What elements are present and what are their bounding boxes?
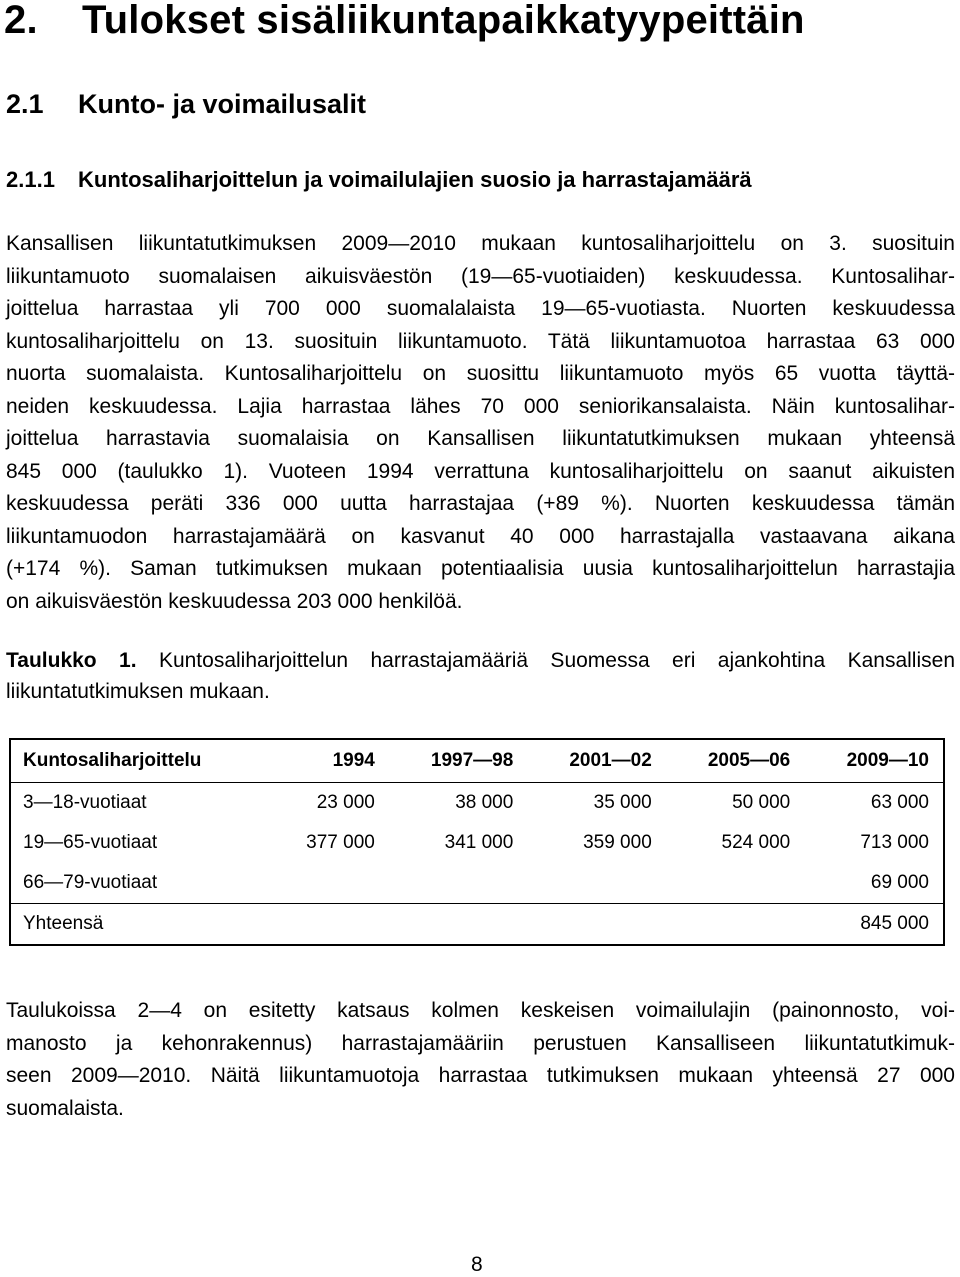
table-cell: 377 000 <box>306 832 375 853</box>
paragraph-line: suomalaista. <box>6 1096 124 1120</box>
paragraph-line: joittelua harrastavia suomalaisia on Kansallisen liikuntatutkimuksen mukaan yhteensä <box>6 427 955 450</box>
chapter-title: Tulokset sisäliikuntapaikkatyypeittäin <box>82 0 805 42</box>
caption-label: Taulukko 1. <box>6 649 137 672</box>
table-cell <box>268 904 389 946</box>
data-table <box>9 738 945 946</box>
table-cell <box>527 904 665 946</box>
table-cell <box>389 863 527 904</box>
paragraph-line: liikuntamuoto suomalaisen aikuisväestön (19—65-vuotiaiden) keskuudessa. Kuntosalihar- <box>6 264 955 288</box>
caption-line <box>6 645 955 676</box>
subsection-heading <box>6 167 752 193</box>
section-heading <box>6 89 366 120</box>
subsection-number: 2.1.1 <box>6 167 55 192</box>
paragraph-line: Taulukoissa 2—4 on esitetty katsaus kolmen keskeisen voimailulajin (painonnosto, voi- <box>6 999 955 1022</box>
section-number: 2.1 <box>6 89 44 119</box>
column-header: 1994 <box>268 739 389 783</box>
paragraph-line: on aikuisväestön keskuudessa 203 000 henkilöä. <box>6 589 463 613</box>
column-header: 1997—98 <box>389 739 527 783</box>
table-cell: 69 000 <box>870 872 929 893</box>
caption-text: Kuntosaliharjoittelun harrastajamääriä Suomessa eri ajankohtina Kansallisen <box>136 649 955 672</box>
table-cell: 50 000 <box>732 792 791 813</box>
table-cell: 341 000 <box>444 832 514 853</box>
paragraph-line: 845 000 (taulukko 1). Vuoteen 1994 verrattuna kuntosaliharjoittelu on saanut aikuisten <box>6 459 955 483</box>
paragraph-line: (+174 %). Saman tutkimuksen mukaan potentiaalisia uusia kuntosaliharjoittelun harrastajia <box>6 557 955 580</box>
table-cell: 845 000 <box>804 904 944 946</box>
table-cell: 359 000 <box>583 832 652 853</box>
table-cell <box>389 904 527 946</box>
paragraph-line: seen 2009—2010. Näitä liikuntamuotoja harrastaa tutkimuksen mukaan yhteensä 27 000 <box>6 1064 955 1087</box>
table-cell: 524 000 <box>721 832 791 853</box>
table-cell: 63 000 <box>870 792 929 813</box>
section-title: Kunto- ja voimailusalit <box>78 89 367 119</box>
paragraph-line: keskuudessa peräti 336 000 uutta harrastajaa (+89 %). Nuorten keskuudessa tämän <box>6 492 955 515</box>
column-header: 2009—10 <box>804 739 944 783</box>
body-paragraph-1 <box>6 228 955 618</box>
column-header: 2001—02 <box>527 739 665 783</box>
page-number: 8 <box>471 1253 483 1276</box>
table-row <box>10 863 944 904</box>
table-cell <box>527 863 665 904</box>
table-row <box>10 823 944 863</box>
table-cell: 19—65-vuotiaat <box>23 832 158 853</box>
caption-line: liikuntatutkimuksen mukaan. <box>6 680 270 703</box>
table-cell: 713 000 <box>860 832 929 853</box>
table-cell: 3—18-vuotiaat <box>23 792 147 813</box>
table-cell <box>666 863 804 904</box>
paragraph-line: Kansallisen liikuntatutkimuksen 2009—2010 mukaan kuntosaliharjoittelu on 3. suosituin <box>6 232 955 255</box>
table-cell <box>666 904 804 946</box>
table-cell: 38 000 <box>455 792 514 813</box>
table-cell: Yhteensä <box>10 904 268 946</box>
paragraph-line: manosto ja kehonrakennus) harrastajamääriin perustuen Kansalliseen liikuntatutkimuk- <box>6 1031 955 1055</box>
table-total-row <box>10 904 944 946</box>
table-cell: 66—79-vuotiaat <box>23 872 158 893</box>
body-paragraph-2 <box>6 995 955 1125</box>
chapter-number: 2. <box>4 0 38 42</box>
column-header: Kuntosaliharjoittelu <box>10 739 268 783</box>
paragraph-line: joittelua harrastaa yli 700 000 suomalalaista 19—65-vuotiasta. Nuorten keskuudessa <box>6 297 955 320</box>
table-cell: 23 000 <box>316 792 375 813</box>
table-row <box>10 783 944 824</box>
subsection-title: Kuntosaliharjoittelun ja voimailulajien suosio ja harrastajamäärä <box>78 167 752 192</box>
table-header-row <box>10 739 944 783</box>
paragraph-line: neiden keskuudessa. Lajia harrastaa lähes 70 000 seniorikansalaista. Näin kuntosalihar- <box>6 394 955 418</box>
chapter-heading <box>4 0 805 43</box>
paragraph-line: liikuntamuodon harrastajamäärä on kasvanut 40 000 harrastajalla vastaavana aikana <box>6 524 955 548</box>
column-header: 2005—06 <box>666 739 804 783</box>
table-cell <box>268 863 389 904</box>
table-cell: 35 000 <box>593 792 652 813</box>
paragraph-line: kuntosaliharjoittelu on 13. suosituin liikuntamuoto. Tätä liikuntamuotoa harrastaa 63 000 <box>6 329 955 353</box>
table-caption <box>6 645 955 707</box>
paragraph-line: nuorta suomalaista. Kuntosaliharjoittelu on suosittu liikuntamuoto myös 65 vuotta täyttä- <box>6 362 955 385</box>
